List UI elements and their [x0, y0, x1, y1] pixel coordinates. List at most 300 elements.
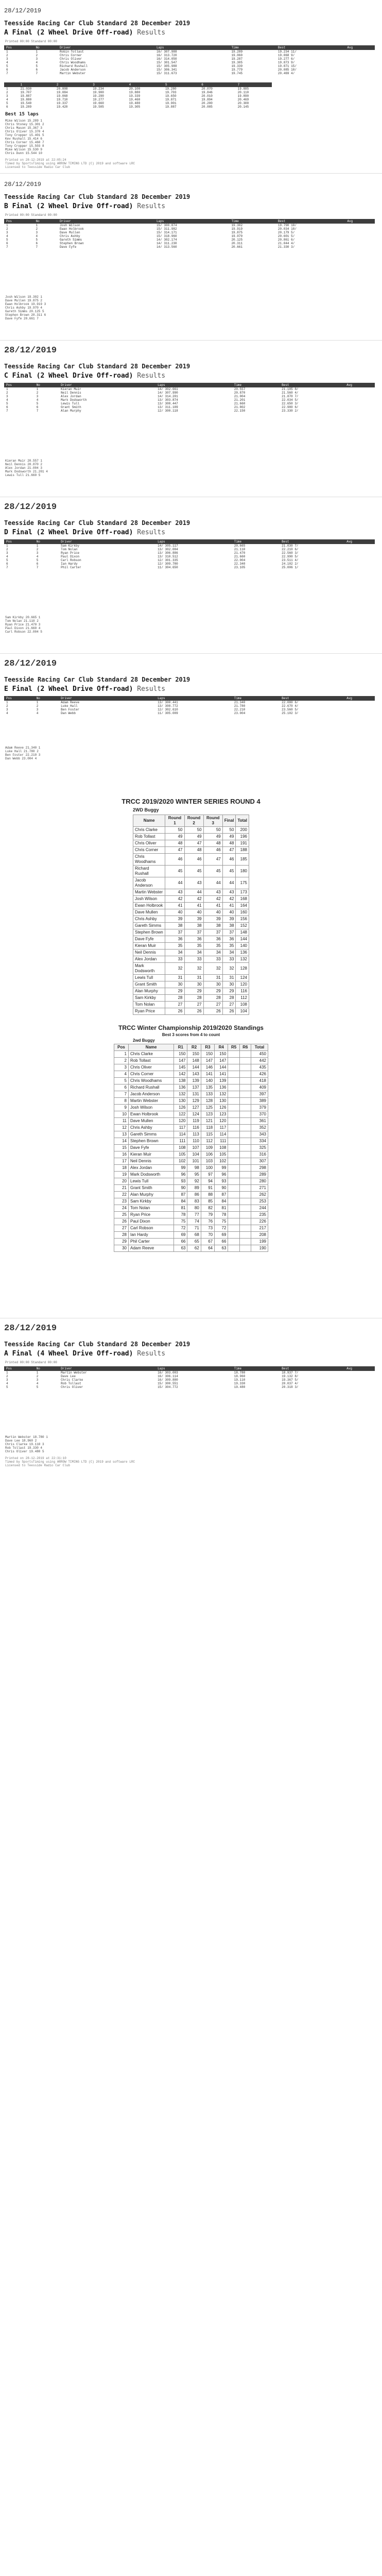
grid-cell: Grant Smith	[133, 981, 165, 988]
champ-class: 2wd Buggy	[133, 1038, 155, 1043]
grid-cell	[228, 1239, 239, 1245]
grid-cell: Josh Wilson	[133, 896, 165, 903]
table-row	[4, 548, 375, 551]
lap-cell: 19.880	[129, 91, 141, 94]
table-row	[4, 242, 375, 245]
grid-column-header: R4	[215, 1044, 228, 1051]
grid-cell: 43	[203, 889, 222, 896]
lap-column-header: 6	[199, 82, 235, 87]
grid-cell: 3	[114, 1064, 129, 1071]
table-cell: 1	[6, 1371, 8, 1375]
column-header: No	[34, 383, 59, 387]
best-lap-item: Chris Ashby 19.970 4	[5, 306, 43, 310]
grid-cell: 6	[114, 1084, 129, 1091]
table-cell: Sam Kirkby	[61, 544, 80, 548]
table-cell: 4	[36, 711, 39, 715]
grid-cell: 28	[184, 995, 203, 1002]
table-cell: 6	[6, 242, 8, 245]
grid-cell: 150	[215, 1051, 228, 1058]
series-subtitle: 2WD Buggy	[133, 807, 159, 812]
grid-cell: 101	[187, 1158, 201, 1165]
grid-column-header: R6	[239, 1044, 251, 1051]
table-row	[4, 234, 375, 238]
grid-cell: Dave Mullen	[133, 909, 165, 916]
column-header: No	[33, 219, 57, 224]
lap-cell: 19.887	[165, 105, 177, 109]
column-header: Laps	[154, 219, 230, 224]
table-cell: Robin Tollast	[59, 50, 84, 54]
grid-cell: 103	[201, 1158, 214, 1165]
lap-cell: 19.710	[56, 98, 68, 101]
grid-cell: 27	[222, 1002, 236, 1008]
best-lap-item: Kieran Muir 20.557 1	[5, 459, 43, 463]
table-cell	[344, 1371, 375, 1375]
table-cell: 13/ 310.512	[158, 555, 178, 558]
grid-cell: 70	[201, 1232, 214, 1239]
grid-cell: 45	[222, 866, 236, 877]
grid-cell: Chris Ashby	[133, 916, 165, 923]
best-lap-item: Mike Wilson 15.530 9	[5, 148, 43, 151]
lap-cell: 19.887	[20, 94, 32, 98]
table-cell: 19.289	[231, 50, 243, 54]
column-header: No	[34, 696, 59, 701]
grid-cell	[228, 1071, 239, 1078]
table-cell: 7	[36, 245, 38, 249]
table-cell: 2	[36, 704, 39, 708]
grid-cell: 143	[187, 1071, 201, 1078]
table-cell: 13/ 308.772	[158, 704, 178, 708]
grid-cell: Lewis Tull	[133, 975, 165, 981]
grid-cell: 26	[114, 1218, 129, 1225]
grid-cell: 34	[222, 950, 236, 956]
grid-cell: 34	[165, 950, 184, 956]
grid-cell	[239, 1212, 251, 1218]
grid-cell: 45	[165, 866, 184, 877]
grid-cell	[239, 1185, 251, 1192]
column-header: Time	[232, 1366, 280, 1371]
table-cell	[345, 64, 375, 68]
grid-cell: 136	[215, 1084, 228, 1091]
table-row	[4, 238, 375, 242]
grid-row	[114, 1145, 268, 1151]
results-table	[4, 696, 375, 715]
table-cell: 19.480	[234, 1385, 246, 1389]
lap-cell: 20.145	[237, 105, 249, 109]
table-cell: 23.511 4/	[282, 558, 299, 562]
grid-row	[114, 1198, 268, 1205]
column-header: Avg	[344, 539, 375, 544]
grid-cell	[228, 1084, 239, 1091]
lap-cell: 20.200	[201, 101, 213, 105]
table-cell: 20.311	[231, 242, 243, 245]
best-lap-item: Ben Foster 22.210 3	[5, 753, 41, 757]
table-cell: Rob Tollast	[61, 1382, 81, 1385]
grid-cell	[239, 1192, 251, 1198]
grid-cell	[239, 1131, 251, 1138]
grid-column-header: Round 2	[184, 815, 203, 827]
table-cell: 13/ 311.109	[158, 405, 178, 409]
table-cell: 20.469 4/	[277, 72, 295, 75]
grid-cell: 110	[187, 1138, 201, 1145]
lap-cell: 19.460	[129, 98, 141, 101]
club-header: Teesside Racing Car Club Standard 28 December 2019	[4, 193, 190, 200]
grid-cell: 144	[236, 936, 249, 943]
grid-cell: Gareth Simms	[129, 1131, 174, 1138]
grid-cell: Josh Wilson	[129, 1105, 174, 1111]
grid-cell	[228, 1158, 239, 1165]
grid-cell: 50	[165, 827, 184, 834]
table-cell: 13/ 300.441	[158, 701, 178, 704]
grid-cell: 86	[187, 1192, 201, 1198]
grid-cell: 112	[236, 995, 249, 1002]
table-cell: 6	[36, 68, 38, 72]
table-cell: 4	[6, 711, 8, 715]
table-cell: 2	[6, 54, 8, 57]
column-header: Time	[232, 383, 280, 387]
table-cell	[345, 238, 375, 242]
table-cell	[344, 395, 375, 398]
table-cell: 22.560 3/	[282, 551, 299, 555]
race-date: 28/12/2019	[4, 659, 57, 669]
grid-cell: 24	[114, 1205, 129, 1212]
grid-cell	[228, 1098, 239, 1105]
table-cell: Carl Robson	[61, 558, 81, 562]
best-laps-list	[0, 616, 382, 634]
grid-cell: 17	[114, 1158, 129, 1165]
grid-cell	[228, 1064, 239, 1071]
lap-row	[4, 91, 272, 94]
grid-cell	[228, 1178, 239, 1185]
table-cell	[344, 551, 375, 555]
table-header-row	[4, 539, 375, 544]
best-lap-item: Dave Fyfe 20.661 7	[5, 317, 39, 320]
table-cell: Alan Murphy	[61, 409, 81, 413]
grid-cell: 102	[174, 1158, 187, 1165]
grid-cell: 43	[165, 889, 184, 896]
table-row	[4, 50, 375, 54]
grid-cell: 33	[165, 956, 184, 963]
grid-row	[114, 1084, 268, 1091]
grid-row	[133, 903, 249, 909]
column-header: Time	[229, 45, 275, 50]
grid-row	[114, 1232, 268, 1239]
grid-row	[114, 1151, 268, 1158]
column-header: Best	[280, 383, 344, 387]
footer: Printed on 28-12-2019 at 22:05:24 Timed by SportsTiming using ARROW TIMING LTD (C) 2019 and software LRC Licensed to Teesside Radio Car Club	[5, 158, 135, 169]
best-lap-item: Chris Dunn 15.544 10	[5, 151, 43, 155]
best-lap-item: Stephen Brown 20.311 6	[5, 313, 46, 317]
grid-cell: 28	[222, 995, 236, 1002]
best-laps-list	[0, 746, 382, 760]
table-header-row	[4, 383, 375, 387]
grid-row	[114, 1051, 268, 1058]
club-header: Teesside Racing Car Club Standard 28 December 2019	[4, 20, 190, 27]
table-cell: 21.780	[234, 704, 246, 708]
grid-cell: 109	[201, 1145, 214, 1151]
table-cell: 16/ 309.880	[158, 1378, 178, 1382]
table-cell: 20.661	[231, 245, 243, 249]
grid-column-header: Total	[236, 815, 249, 827]
grid-cell: Gareth Simms	[133, 923, 165, 929]
grid-cell: 104	[187, 1151, 201, 1158]
column-header: Best	[280, 1366, 344, 1371]
grid-cell: Paul Dixon	[129, 1218, 174, 1225]
table-header-row	[4, 1366, 375, 1371]
grid-cell: 117	[215, 1125, 228, 1131]
grid-cell: 35	[165, 943, 184, 950]
grid-cell: 450	[251, 1051, 268, 1058]
race-title: A Final (2 Wheel Drive Off-road) Results	[4, 29, 166, 37]
table-cell: 7	[6, 72, 8, 75]
grid-cell: 146	[201, 1064, 214, 1071]
grid-cell: Richard Rushall	[133, 866, 165, 877]
grid-row	[133, 923, 249, 929]
table-row	[4, 57, 375, 61]
lap-row	[4, 87, 272, 91]
grid-cell: Chris Clarke	[133, 827, 165, 834]
grid-cell: 44	[222, 877, 236, 889]
grid-cell: 40	[184, 909, 203, 916]
grid-cell: 150	[174, 1051, 187, 1058]
grid-row	[133, 981, 249, 988]
column-header: Time	[229, 219, 275, 224]
table-row	[4, 68, 375, 72]
grid-cell	[228, 1138, 239, 1145]
grid-cell	[228, 1118, 239, 1125]
table-cell: 5	[6, 558, 8, 562]
grid-cell: 10	[114, 1111, 129, 1118]
grid-cell: 102	[215, 1158, 228, 1165]
grid-cell: Stephen Brown	[133, 929, 165, 936]
table-cell	[344, 562, 375, 566]
grid-cell: Kieran Muir	[133, 943, 165, 950]
column-header: Driver	[59, 539, 155, 544]
grid-cell: 113	[187, 1131, 201, 1138]
grid-column-header: Name	[133, 815, 165, 827]
grid-cell	[228, 1111, 239, 1118]
table-cell: 1	[6, 224, 8, 227]
table-row	[4, 409, 375, 413]
grid-row	[114, 1098, 268, 1105]
table-cell: 19.132 8/	[282, 1375, 299, 1378]
lap-cell: 19.234	[93, 87, 104, 91]
grid-cell: Martin Webster	[129, 1098, 174, 1105]
column-header: Pos	[4, 45, 33, 50]
table-cell: Chris Clarke	[61, 1378, 83, 1382]
lap-column-header: 4	[127, 82, 163, 87]
table-row	[4, 402, 375, 405]
table-cell: 21.105 8/	[282, 387, 299, 391]
table-header-row	[4, 219, 375, 224]
table-cell: 18.937 7/	[282, 1371, 299, 1375]
table-cell	[345, 231, 375, 234]
grid-row	[114, 1185, 268, 1192]
grid-cell	[239, 1138, 251, 1145]
table-cell	[344, 387, 375, 391]
table-cell	[345, 242, 375, 245]
table-cell: 2	[36, 1375, 39, 1378]
grid-cell: 93	[174, 1178, 187, 1185]
grid-cell: 148	[187, 1058, 201, 1064]
grid-cell: 64	[201, 1245, 214, 1252]
best-laps-list	[0, 1435, 382, 1453]
grid-cell: 49	[165, 834, 184, 840]
grid-cell: 33	[222, 956, 236, 963]
grid-cell: 32	[222, 963, 236, 975]
grid-cell: 87	[174, 1192, 187, 1198]
grid-cell: 147	[174, 1058, 187, 1064]
lap-cell: 1	[6, 87, 8, 91]
grid-cell: 124	[187, 1111, 201, 1118]
table-cell: 3	[6, 57, 8, 61]
table-cell: 15/ 304.772	[158, 1385, 178, 1389]
grid-cell: 389	[251, 1098, 268, 1105]
table-cell: 7	[36, 566, 39, 569]
table-cell: 22.980 6/	[282, 405, 299, 409]
table-cell: Adam Reeve	[61, 701, 80, 704]
grid-cell: 49	[203, 834, 222, 840]
grid-row	[133, 834, 249, 840]
grid-row	[114, 1245, 268, 1252]
table-row	[4, 566, 375, 569]
grid-cell	[228, 1125, 239, 1131]
table-cell	[344, 398, 375, 402]
grid-cell: 78	[215, 1212, 228, 1218]
series-title: TRCC 2019/2020 WINTER SERIES ROUND 4	[121, 798, 261, 805]
table-cell: 15/ 306.341	[156, 68, 177, 72]
table-cell: 25.006 1/	[282, 566, 299, 569]
grid-row	[133, 1002, 249, 1008]
best-lap-item: Chris Corner 15.460 7	[5, 141, 44, 144]
table-cell: 20.557	[234, 387, 246, 391]
grid-cell: 50	[203, 827, 222, 834]
grid-cell: 96	[174, 1172, 187, 1178]
grid-cell: 91	[201, 1185, 214, 1192]
best-laps-list	[0, 119, 382, 155]
grid-cell: 147	[215, 1058, 228, 1064]
grid-cell: Chris Corner	[133, 847, 165, 854]
table-cell: 21.201	[234, 398, 246, 402]
grid-cell: 123	[201, 1111, 214, 1118]
table-cell: 21.870 7/	[282, 395, 299, 398]
table-row	[4, 387, 375, 391]
table-cell: 4	[36, 234, 38, 238]
grid-cell: 75	[174, 1218, 187, 1225]
grid-cell: 397	[251, 1091, 268, 1098]
table-cell: 19.919	[231, 227, 243, 231]
grid-cell	[239, 1064, 251, 1071]
table-cell: Phil Carter	[61, 566, 81, 569]
grid-cell: Kieran Muir	[129, 1151, 174, 1158]
grid-cell: 29	[222, 988, 236, 995]
grid-cell: 14	[114, 1138, 129, 1145]
table-cell: 15/ 300.551	[158, 1382, 178, 1385]
table-cell	[345, 54, 375, 57]
grid-cell: Richard Rushall	[129, 1084, 174, 1091]
grid-cell	[228, 1185, 239, 1192]
grid-cell	[239, 1239, 251, 1245]
grid-cell: 29	[114, 1239, 129, 1245]
grid-cell: 40	[222, 909, 236, 916]
lap-cell: 19.337	[56, 101, 68, 105]
table-header-row	[4, 696, 375, 701]
grid-cell: 136	[174, 1084, 187, 1091]
table-cell: 19.234 11/	[277, 50, 297, 54]
table-row	[4, 1385, 375, 1389]
lap-cell: 20.300	[237, 101, 249, 105]
grid-cell	[228, 1198, 239, 1205]
grid-cell: 38	[222, 923, 236, 929]
grid-cell: Ryan Price	[129, 1212, 174, 1218]
grid-cell: 129	[187, 1098, 201, 1105]
table-cell: 21.470	[234, 551, 246, 555]
grid-cell: 334	[251, 1138, 268, 1145]
table-cell: 1	[36, 387, 39, 391]
table-cell: 19.745	[231, 72, 243, 75]
grid-cell: 108	[236, 1002, 249, 1008]
grid-cell: Jacob Anderson	[129, 1091, 174, 1098]
grid-cell	[239, 1105, 251, 1111]
grid-cell: 1	[114, 1051, 129, 1058]
grid-cell: 132	[174, 1091, 187, 1098]
grid-cell: 40	[203, 909, 222, 916]
grid-cell: 115	[201, 1131, 214, 1138]
table-cell: 21.044 4/	[277, 242, 295, 245]
lap-cell: 19.068	[56, 94, 68, 98]
lap-cell: 19.871	[165, 98, 177, 101]
grid-cell: 168	[236, 896, 249, 903]
grid-cell	[239, 1084, 251, 1091]
grid-column-header: Name	[129, 1044, 174, 1051]
best-lap-item: Josh Wilson 19.302 1	[5, 295, 43, 299]
table-cell: Chris Oliver	[59, 57, 82, 61]
table-cell: 18.780	[234, 1371, 246, 1375]
grid-cell: 28	[203, 995, 222, 1002]
table-cell: 11/ 305.009	[158, 711, 178, 715]
grid-cell: 120	[174, 1118, 187, 1125]
grid-cell: 73	[201, 1225, 214, 1232]
grid-cell: Neil Dennis	[129, 1158, 174, 1165]
grid-cell: 42	[165, 896, 184, 903]
grid-cell: 136	[236, 950, 249, 956]
grid-row	[114, 1172, 268, 1178]
table-cell: 19.339	[231, 64, 243, 68]
best-lap-item: Chris Stoney 15.301 2	[5, 123, 44, 126]
grid-cell: 9	[114, 1105, 129, 1111]
grid-cell: 152	[236, 923, 249, 929]
grid-cell: 26	[165, 1008, 184, 1015]
best-laps-title: Best 15 laps	[5, 112, 39, 117]
grid-cell: 23	[114, 1198, 129, 1205]
lap-row	[4, 101, 272, 105]
grid-cell: 30	[165, 981, 184, 988]
grid-cell: 8	[114, 1098, 129, 1105]
table-cell: Kieran Muir	[61, 387, 81, 391]
table-row	[4, 54, 375, 57]
table-row	[4, 701, 375, 704]
best-lap-item: Chris Oliver 19.480 5	[5, 1450, 44, 1453]
grid-row	[114, 1239, 268, 1245]
grid-cell: 41	[165, 903, 184, 909]
grid-cell: Mark Dodsworth	[133, 963, 165, 975]
table-cell: Martin Webster	[59, 72, 86, 75]
grid-cell: 29	[165, 988, 184, 995]
grid-cell: Rob Tollast	[133, 834, 165, 840]
column-header: Driver	[59, 383, 155, 387]
grid-cell: 164	[236, 903, 249, 909]
table-cell: Dave Lee	[61, 1375, 76, 1378]
grid-column-header: Total	[251, 1044, 268, 1051]
